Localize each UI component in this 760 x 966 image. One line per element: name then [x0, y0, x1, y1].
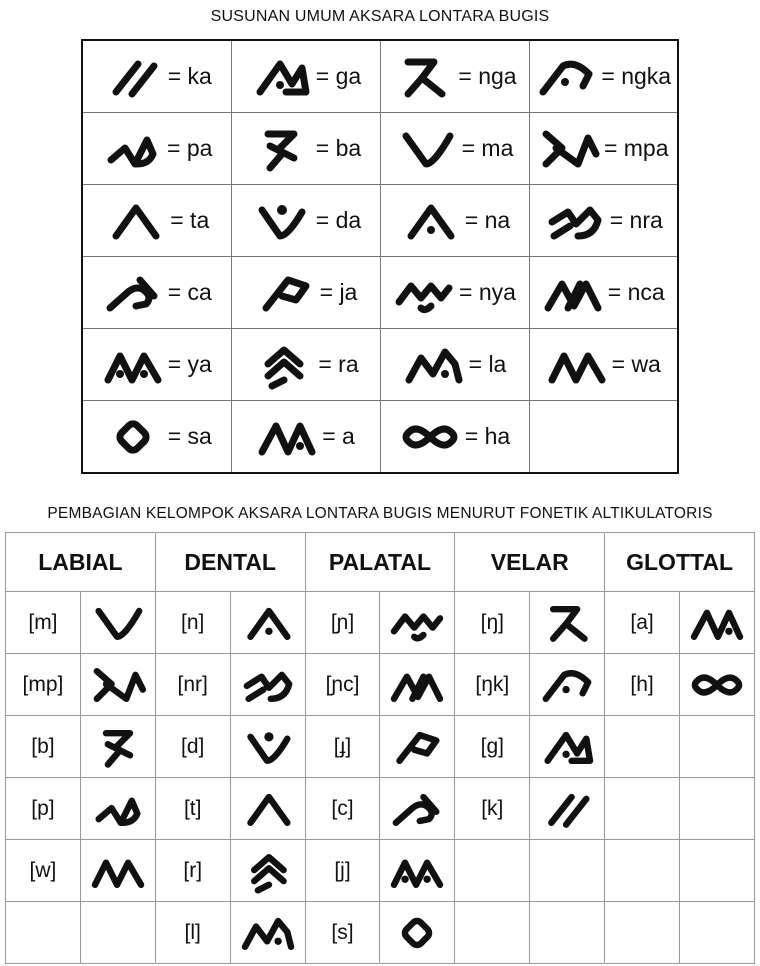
glyph-label: = ra: [318, 351, 359, 377]
table1-cell: [529, 329, 678, 401]
glyph-nra: [236, 662, 300, 708]
glyph-sa: [385, 910, 449, 956]
glyph-cell: [380, 902, 455, 964]
glyph-ha: [685, 662, 749, 708]
table1-cell: [529, 40, 678, 113]
glyph-label: = wa: [611, 351, 661, 377]
phoneme-cell: [n]: [155, 592, 230, 654]
glyph-ga: [250, 52, 312, 102]
column-header: PALATAL: [305, 533, 455, 592]
phoneme-cell: [b]: [6, 716, 81, 778]
glyph-da: [236, 724, 300, 770]
glyph-cell: [80, 592, 155, 654]
glyph-ga: [535, 724, 599, 770]
table1-cell: [380, 257, 529, 329]
glyph-ba: [250, 124, 312, 174]
phoneme-cell: [p]: [6, 778, 81, 840]
glyph-mpa: [86, 662, 150, 708]
glyph-nra: [544, 196, 606, 246]
glyph-nca: [542, 268, 604, 318]
table1-cell: [380, 113, 529, 185]
glyph-cell: [680, 902, 755, 964]
table2-title: PEMBAGIAN KELOMPOK AKSARA LONTARA BUGIS MENURUT FONETIK ALTIKULATORIS: [47, 505, 713, 522]
glyph-label: = ga: [315, 63, 362, 89]
glyph-cell: [230, 716, 305, 778]
phoneme-cell: [m]: [6, 592, 81, 654]
general-script-table: [81, 39, 679, 474]
table1-cell: [231, 257, 380, 329]
glyph-cell: [530, 716, 605, 778]
glyph-a: [685, 600, 749, 646]
glyph-label: = ta: [170, 207, 210, 233]
phoneme-cell: [s]: [305, 902, 380, 964]
glyph-cell: [680, 778, 755, 840]
glyph-label: = ha: [464, 423, 511, 449]
glyph-cell: [380, 716, 455, 778]
glyph-cell: [380, 778, 455, 840]
phoneme-cell: [g]: [455, 716, 530, 778]
phoneme-cell: [455, 840, 530, 902]
glyph-label: = la: [468, 351, 507, 377]
glyph-cell: [530, 592, 605, 654]
table1-cell: [82, 329, 231, 401]
glyph-na: [399, 196, 461, 246]
table1-row: [82, 113, 678, 185]
glyph-cell: [380, 840, 455, 902]
table1-row: [82, 401, 678, 474]
table1-cell: [529, 185, 678, 257]
glyph-ka: [102, 52, 164, 102]
glyph-ca: [102, 268, 164, 318]
glyph-label: = mpa: [603, 135, 669, 161]
phoneme-cell: [455, 902, 530, 964]
table1-cell: [231, 113, 380, 185]
glyph-cell: [530, 778, 605, 840]
table1-row: [82, 257, 678, 329]
glyph-cell: [230, 592, 305, 654]
table2-header-row: [6, 533, 755, 592]
glyph-nya: [393, 268, 455, 318]
glyph-label: = pa: [167, 135, 213, 161]
glyph-mpa: [538, 124, 600, 174]
glyph-label: = ngka: [601, 63, 672, 89]
table1-cell: [380, 185, 529, 257]
glyph-cell: [380, 592, 455, 654]
glyph-label: = sa: [167, 423, 212, 449]
phoneme-cell: [ɲ]: [305, 592, 380, 654]
glyph-nca: [385, 662, 449, 708]
phoneme-cell: [w]: [6, 840, 81, 902]
glyph-cell: [680, 592, 755, 654]
glyph-label: = na: [464, 207, 511, 233]
table1-title: SUSUNAN UMUM AKSARA LONTARA BUGIS: [210, 8, 550, 25]
glyph-cell: [230, 778, 305, 840]
glyph-wa: [546, 340, 608, 390]
table1-cell: [231, 40, 380, 113]
glyph-label: = nga: [458, 63, 517, 89]
glyph-label: = ka: [167, 63, 212, 89]
table1-cell: [380, 329, 529, 401]
table2-row: [6, 592, 755, 654]
column-header: LABIAL: [6, 533, 156, 592]
table1-cell: [529, 257, 678, 329]
table1-row: [82, 329, 678, 401]
phoneme-cell: [h]: [605, 654, 680, 716]
glyph-label: = ba: [315, 135, 362, 161]
glyph-cell: [80, 778, 155, 840]
table1-cell: [82, 40, 231, 113]
table2-row: [6, 654, 755, 716]
column-header: VELAR: [455, 533, 605, 592]
glyph-ra: [252, 340, 314, 390]
glyph-ya: [102, 340, 164, 390]
table1-cell: [529, 113, 678, 185]
glyph-label: = ma: [461, 135, 514, 161]
glyph-da: [250, 196, 312, 246]
glyph-cell: [530, 654, 605, 716]
glyph-cell: [80, 840, 155, 902]
phoneme-cell: [nr]: [155, 654, 230, 716]
glyph-cell: [230, 654, 305, 716]
glyph-label: = ca: [167, 279, 212, 305]
glyph-ka: [535, 786, 599, 832]
glyph-ma: [86, 600, 150, 646]
glyph-ta: [236, 786, 300, 832]
glyph-ca: [385, 786, 449, 832]
glyph-label: = ya: [167, 351, 212, 377]
column-header: GLOTTAL: [605, 533, 755, 592]
glyph-la: [403, 340, 465, 390]
glyph-nga: [392, 52, 454, 102]
glyph-cell: [80, 716, 155, 778]
column-header: DENTAL: [155, 533, 305, 592]
table1-cell: [380, 401, 529, 474]
glyph-cell: [680, 840, 755, 902]
glyph-cell: [380, 654, 455, 716]
glyph-ngka: [535, 52, 597, 102]
glyph-ha: [399, 412, 461, 462]
glyph-ma: [396, 124, 458, 174]
table2-row: [6, 778, 755, 840]
glyph-label: = nra: [609, 207, 663, 233]
phoneme-cell: [ɲc]: [305, 654, 380, 716]
glyph-cell: [680, 716, 755, 778]
glyph-ja: [254, 268, 316, 318]
glyph-label: = da: [315, 207, 362, 233]
glyph-label: = nya: [459, 279, 516, 305]
phoneme-cell: [ɟ]: [305, 716, 380, 778]
phoneme-cell: [a]: [605, 592, 680, 654]
table1-cell: [380, 40, 529, 113]
phoneme-cell: [t]: [155, 778, 230, 840]
glyph-wa: [86, 848, 150, 894]
phoneme-cell: [605, 778, 680, 840]
phoneme-cell: [k]: [455, 778, 530, 840]
table1-cell: [82, 185, 231, 257]
glyph-na: [236, 600, 300, 646]
phoneme-cell: [l]: [155, 902, 230, 964]
glyph-label: = nca: [607, 279, 665, 305]
phonetic-group-table: [5, 532, 755, 964]
glyph-sa: [102, 412, 164, 462]
glyph-cell: [230, 902, 305, 964]
glyph-cell: [530, 840, 605, 902]
phoneme-cell: [j]: [305, 840, 380, 902]
glyph-nya: [385, 600, 449, 646]
phoneme-cell: [605, 840, 680, 902]
glyph-ja: [385, 724, 449, 770]
glyph-ba: [86, 724, 150, 770]
table1-row: [82, 40, 678, 113]
glyph-la: [236, 910, 300, 956]
table1-cell: [82, 257, 231, 329]
table2-row: [6, 716, 755, 778]
table1-cell: [529, 401, 678, 474]
glyph-ya: [385, 848, 449, 894]
glyph-a: [256, 412, 318, 462]
glyph-cell: [680, 654, 755, 716]
table1-cell: [231, 329, 380, 401]
glyph-pa: [101, 124, 163, 174]
table1-cell: [82, 401, 231, 474]
glyph-ra: [236, 848, 300, 894]
glyph-cell: [80, 654, 155, 716]
phoneme-cell: [mp]: [6, 654, 81, 716]
glyph-cell: [530, 902, 605, 964]
phoneme-cell: [r]: [155, 840, 230, 902]
glyph-ta: [104, 196, 166, 246]
phoneme-cell: [605, 716, 680, 778]
glyph-ngka: [535, 662, 599, 708]
glyph-cell: [230, 840, 305, 902]
glyph-pa: [86, 786, 150, 832]
table1-cell: [231, 401, 380, 474]
phoneme-cell: [d]: [155, 716, 230, 778]
table2-row: [6, 902, 755, 964]
phoneme-cell: [6, 902, 81, 964]
glyph-nga: [535, 600, 599, 646]
table1-row: [82, 185, 678, 257]
glyph-label: = a: [322, 423, 355, 449]
table1-cell: [231, 185, 380, 257]
phoneme-cell: [c]: [305, 778, 380, 840]
table2-row: [6, 840, 755, 902]
phoneme-cell: [ŋk]: [455, 654, 530, 716]
phoneme-cell: [ŋ]: [455, 592, 530, 654]
glyph-label: = ja: [319, 279, 358, 305]
glyph-cell: [80, 902, 155, 964]
table1-cell: [82, 113, 231, 185]
phoneme-cell: [605, 902, 680, 964]
